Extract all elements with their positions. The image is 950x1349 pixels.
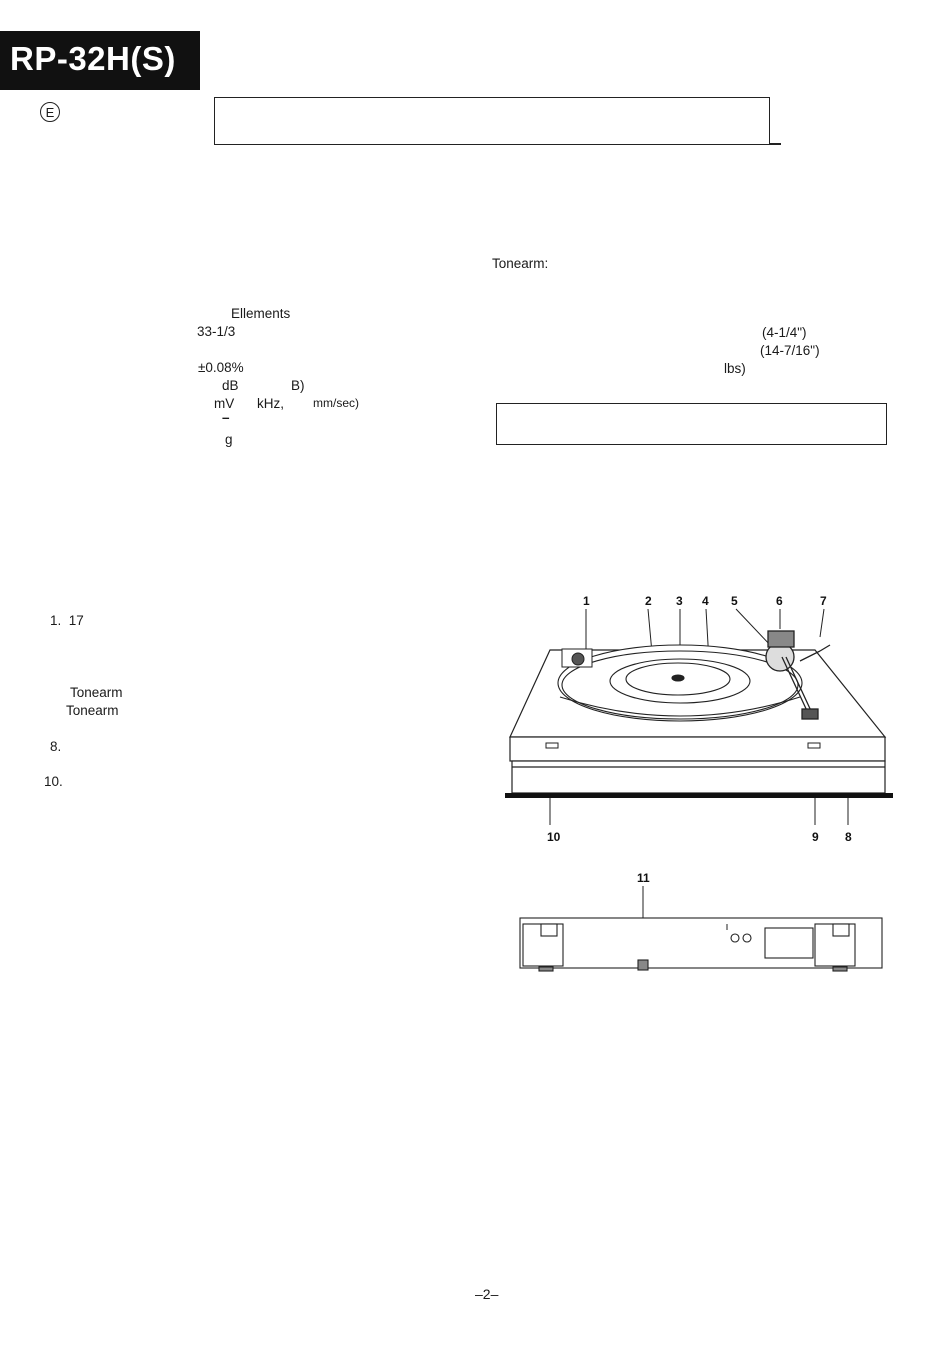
spec-db: dB: [222, 378, 239, 393]
spec-b-paren: B): [291, 378, 305, 393]
region-letter: E: [45, 104, 55, 120]
callout-5: 5: [731, 594, 738, 608]
spec-dim-1: (4-1/4"): [762, 325, 807, 340]
spec-elements: Ellements: [231, 306, 291, 321]
note-box: [496, 403, 887, 445]
title-box-tail: [769, 143, 781, 145]
spec-dash: –: [222, 410, 230, 425]
parts-tonearm-1: Tonearm: [70, 685, 123, 700]
parts-item-1: 1. 17: [50, 613, 84, 628]
callout-6: 6: [776, 594, 783, 608]
page-number: –2–: [475, 1286, 499, 1302]
spec-g: g: [225, 432, 233, 447]
callout-7: 7: [820, 594, 827, 608]
indicator-9: [808, 743, 820, 748]
tonearm-heading: Tonearm:: [492, 256, 549, 271]
start-knob: [562, 649, 592, 667]
spec-khz: kHz,: [257, 396, 284, 411]
spec-mm-sec: mm/sec): [313, 396, 359, 410]
banner-underline: [0, 87, 200, 90]
parts-tonearm-2: Tonearm: [66, 703, 119, 718]
spec-speed: 33-1/3: [197, 324, 236, 339]
spec-lbs: lbs): [724, 361, 746, 376]
callout-2: 2: [645, 594, 652, 608]
parts-item-10: 10.: [44, 774, 63, 789]
model-banner: [0, 31, 200, 87]
rear-panel-illustration: [515, 868, 885, 978]
model-title: RP-32H(S): [10, 40, 176, 77]
callout-1: 1: [583, 594, 590, 608]
parts-item-8: 8.: [50, 739, 62, 754]
callout-4: 4: [702, 594, 709, 608]
callout-3: 3: [676, 594, 683, 608]
region-mark: [40, 102, 60, 122]
plinth-shadow: [505, 793, 893, 798]
callout-9: 9: [812, 830, 819, 844]
callout-11: 11: [637, 871, 650, 885]
callout-8: 8: [845, 830, 852, 844]
spec-dim-2: (14-7/16"): [760, 343, 820, 358]
title-box: [214, 97, 770, 145]
indicator-10: [546, 743, 558, 748]
spec-wow: ±0.08%: [198, 360, 244, 375]
callout-10: 10: [547, 830, 561, 844]
spec-mv: mV: [214, 396, 235, 411]
